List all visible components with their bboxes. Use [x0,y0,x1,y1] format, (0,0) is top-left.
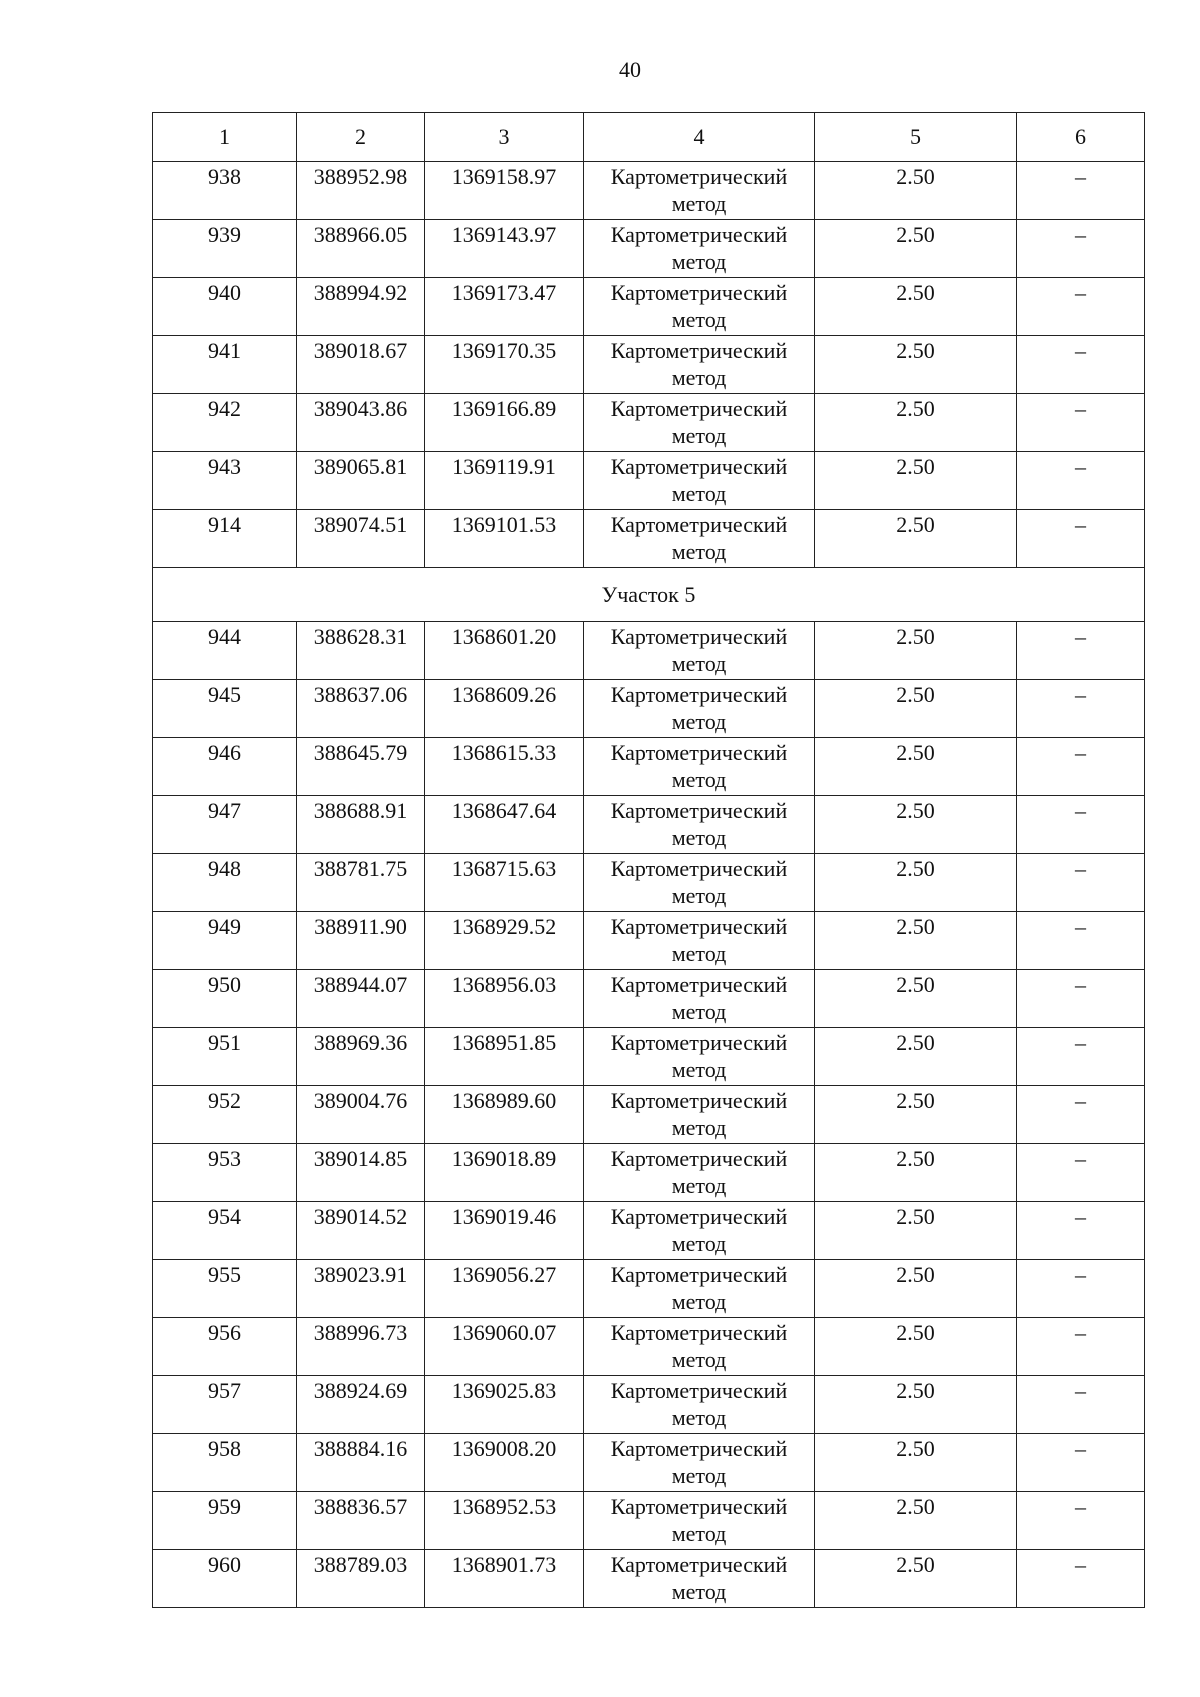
point-number-cell: 945 [153,680,297,738]
table-row [153,738,1145,796]
point-number-cell: 955 [153,1260,297,1318]
y-coordinate-cell: 1369019.46 [425,1202,584,1260]
y-coordinate-cell: 1368901.73 [425,1550,584,1608]
table-row [153,1144,1145,1202]
y-coordinate-cell: 1369170.35 [425,336,584,394]
accuracy-cell: 2.50 [815,394,1017,452]
accuracy-cell: 2.50 [815,912,1017,970]
y-coordinate-cell: 1368647.64 [425,796,584,854]
method-cell: Картометрический метод [584,1318,815,1376]
accuracy-cell: 2.50 [815,796,1017,854]
accuracy-cell: 2.50 [815,1550,1017,1608]
note-cell: – [1017,1260,1145,1318]
section-body [153,568,1145,622]
header-cell: 2 [297,113,425,162]
accuracy-cell: 2.50 [815,278,1017,336]
table-row [153,162,1145,220]
method-cell: Картометрический метод [584,1086,815,1144]
x-coordinate-cell: 388884.16 [297,1434,425,1492]
method-cell: Картометрический метод [584,680,815,738]
accuracy-cell: 2.50 [815,1028,1017,1086]
table-row [153,1318,1145,1376]
note-cell: – [1017,394,1145,452]
x-coordinate-cell: 388911.90 [297,912,425,970]
accuracy-cell: 2.50 [815,680,1017,738]
method-cell: Картометрический метод [584,622,815,680]
point-number-cell: 957 [153,1376,297,1434]
x-coordinate-cell: 389004.76 [297,1086,425,1144]
table-row [153,622,1145,680]
x-coordinate-cell: 389014.85 [297,1144,425,1202]
table-row [153,1376,1145,1434]
accuracy-cell: 2.50 [815,1144,1017,1202]
accuracy-cell: 2.50 [815,510,1017,568]
x-coordinate-cell: 388637.06 [297,680,425,738]
point-number-cell: 946 [153,738,297,796]
point-number-cell: 939 [153,220,297,278]
table-row [153,336,1145,394]
method-cell: Картометрический метод [584,1434,815,1492]
accuracy-cell: 2.50 [815,1202,1017,1260]
x-coordinate-cell: 388966.05 [297,220,425,278]
y-coordinate-cell: 1369008.20 [425,1434,584,1492]
note-cell: – [1017,1550,1145,1608]
point-number-cell: 960 [153,1550,297,1608]
x-coordinate-cell: 389043.86 [297,394,425,452]
table-row [153,1492,1145,1550]
point-number-cell: 948 [153,854,297,912]
method-cell: Картометрический метод [584,1376,815,1434]
x-coordinate-cell: 388836.57 [297,1492,425,1550]
method-cell: Картометрический метод [584,912,815,970]
method-cell: Картометрический метод [584,796,815,854]
accuracy-cell: 2.50 [815,622,1017,680]
accuracy-cell: 2.50 [815,1260,1017,1318]
y-coordinate-cell: 1368989.60 [425,1086,584,1144]
x-coordinate-cell: 389023.91 [297,1260,425,1318]
accuracy-cell: 2.50 [815,854,1017,912]
note-cell: – [1017,1318,1145,1376]
x-coordinate-cell: 388628.31 [297,622,425,680]
accuracy-cell: 2.50 [815,1376,1017,1434]
note-cell: – [1017,1028,1145,1086]
x-coordinate-cell: 388789.03 [297,1550,425,1608]
table-row [153,680,1145,738]
point-number-cell: 959 [153,1492,297,1550]
method-cell: Картометрический метод [584,394,815,452]
header-cell: 4 [584,113,815,162]
note-cell: – [1017,162,1145,220]
point-number-cell: 941 [153,336,297,394]
table-header [153,113,1145,162]
note-cell: – [1017,1492,1145,1550]
point-number-cell: 951 [153,1028,297,1086]
table-row [153,510,1145,568]
table-row [153,452,1145,510]
point-number-cell: 947 [153,796,297,854]
accuracy-cell: 2.50 [815,738,1017,796]
table-row [153,854,1145,912]
table-row [153,796,1145,854]
method-cell: Картометрический метод [584,336,815,394]
section-title: Участок 5 [153,568,1145,622]
accuracy-cell: 2.50 [815,970,1017,1028]
note-cell: – [1017,1144,1145,1202]
point-number-cell: 942 [153,394,297,452]
header-cell: 3 [425,113,584,162]
accuracy-cell: 2.50 [815,1086,1017,1144]
x-coordinate-cell: 388969.36 [297,1028,425,1086]
y-coordinate-cell: 1369166.89 [425,394,584,452]
header-cell: 1 [153,113,297,162]
method-cell: Картометрический метод [584,738,815,796]
x-coordinate-cell: 388994.92 [297,278,425,336]
y-coordinate-cell: 1369119.91 [425,452,584,510]
method-cell: Картометрический метод [584,1260,815,1318]
accuracy-cell: 2.50 [815,1434,1017,1492]
note-cell: – [1017,854,1145,912]
point-number-cell: 954 [153,1202,297,1260]
y-coordinate-cell: 1368951.85 [425,1028,584,1086]
y-coordinate-cell: 1368715.63 [425,854,584,912]
note-cell: – [1017,738,1145,796]
section-row [153,568,1145,622]
point-number-cell: 949 [153,912,297,970]
method-cell: Картометрический метод [584,1202,815,1260]
method-cell: Картометрический метод [584,510,815,568]
note-cell: – [1017,622,1145,680]
table-row [153,1202,1145,1260]
accuracy-cell: 2.50 [815,162,1017,220]
point-number-cell: 950 [153,970,297,1028]
point-number-cell: 956 [153,1318,297,1376]
y-coordinate-cell: 1369060.07 [425,1318,584,1376]
y-coordinate-cell: 1368929.52 [425,912,584,970]
note-cell: – [1017,510,1145,568]
method-cell: Картометрический метод [584,452,815,510]
method-cell: Картометрический метод [584,854,815,912]
x-coordinate-cell: 388944.07 [297,970,425,1028]
y-coordinate-cell: 1369018.89 [425,1144,584,1202]
x-coordinate-cell: 389074.51 [297,510,425,568]
note-cell: – [1017,1202,1145,1260]
point-number-cell: 914 [153,510,297,568]
table-row [153,1086,1145,1144]
table-row [153,1260,1145,1318]
x-coordinate-cell: 388952.98 [297,162,425,220]
accuracy-cell: 2.50 [815,452,1017,510]
table-row [153,1028,1145,1086]
page-number: 40 [619,57,641,82]
x-coordinate-cell: 388996.73 [297,1318,425,1376]
x-coordinate-cell: 388781.75 [297,854,425,912]
table-row [153,912,1145,970]
accuracy-cell: 2.50 [815,1492,1017,1550]
method-cell: Картометрический метод [584,220,815,278]
method-cell: Картометрический метод [584,1028,815,1086]
method-cell: Картометрический метод [584,1550,815,1608]
method-cell: Картометрический метод [584,1492,815,1550]
point-number-cell: 953 [153,1144,297,1202]
header-cell: 5 [815,113,1017,162]
header-row [153,113,1145,162]
table-row [153,220,1145,278]
point-number-cell: 938 [153,162,297,220]
coordinates-table [152,112,1145,1608]
y-coordinate-cell: 1369101.53 [425,510,584,568]
method-cell: Картометрический метод [584,1144,815,1202]
note-cell: – [1017,1086,1145,1144]
point-number-cell: 944 [153,622,297,680]
header-cell: 6 [1017,113,1145,162]
method-cell: Картометрический метод [584,278,815,336]
table-row [153,394,1145,452]
note-cell: – [1017,1376,1145,1434]
method-cell: Картометрический метод [584,162,815,220]
table-body-bottom [153,622,1145,1608]
x-coordinate-cell: 388645.79 [297,738,425,796]
table-row [153,1550,1145,1608]
note-cell: – [1017,1434,1145,1492]
note-cell: – [1017,680,1145,738]
accuracy-cell: 2.50 [815,336,1017,394]
x-coordinate-cell: 389014.52 [297,1202,425,1260]
table-body-top [153,162,1145,568]
x-coordinate-cell: 389018.67 [297,336,425,394]
y-coordinate-cell: 1368956.03 [425,970,584,1028]
y-coordinate-cell: 1369173.47 [425,278,584,336]
x-coordinate-cell: 388924.69 [297,1376,425,1434]
note-cell: – [1017,220,1145,278]
y-coordinate-cell: 1368952.53 [425,1492,584,1550]
y-coordinate-cell: 1368609.26 [425,680,584,738]
point-number-cell: 952 [153,1086,297,1144]
table-row [153,278,1145,336]
y-coordinate-cell: 1369025.83 [425,1376,584,1434]
point-number-cell: 940 [153,278,297,336]
y-coordinate-cell: 1369143.97 [425,220,584,278]
note-cell: – [1017,278,1145,336]
y-coordinate-cell: 1369158.97 [425,162,584,220]
note-cell: – [1017,796,1145,854]
table-row [153,970,1145,1028]
point-number-cell: 943 [153,452,297,510]
note-cell: – [1017,912,1145,970]
y-coordinate-cell: 1369056.27 [425,1260,584,1318]
y-coordinate-cell: 1368615.33 [425,738,584,796]
table-row [153,1434,1145,1492]
accuracy-cell: 2.50 [815,1318,1017,1376]
accuracy-cell: 2.50 [815,220,1017,278]
x-coordinate-cell: 389065.81 [297,452,425,510]
y-coordinate-cell: 1368601.20 [425,622,584,680]
note-cell: – [1017,336,1145,394]
x-coordinate-cell: 388688.91 [297,796,425,854]
note-cell: – [1017,452,1145,510]
note-cell: – [1017,970,1145,1028]
point-number-cell: 958 [153,1434,297,1492]
method-cell: Картометрический метод [584,970,815,1028]
